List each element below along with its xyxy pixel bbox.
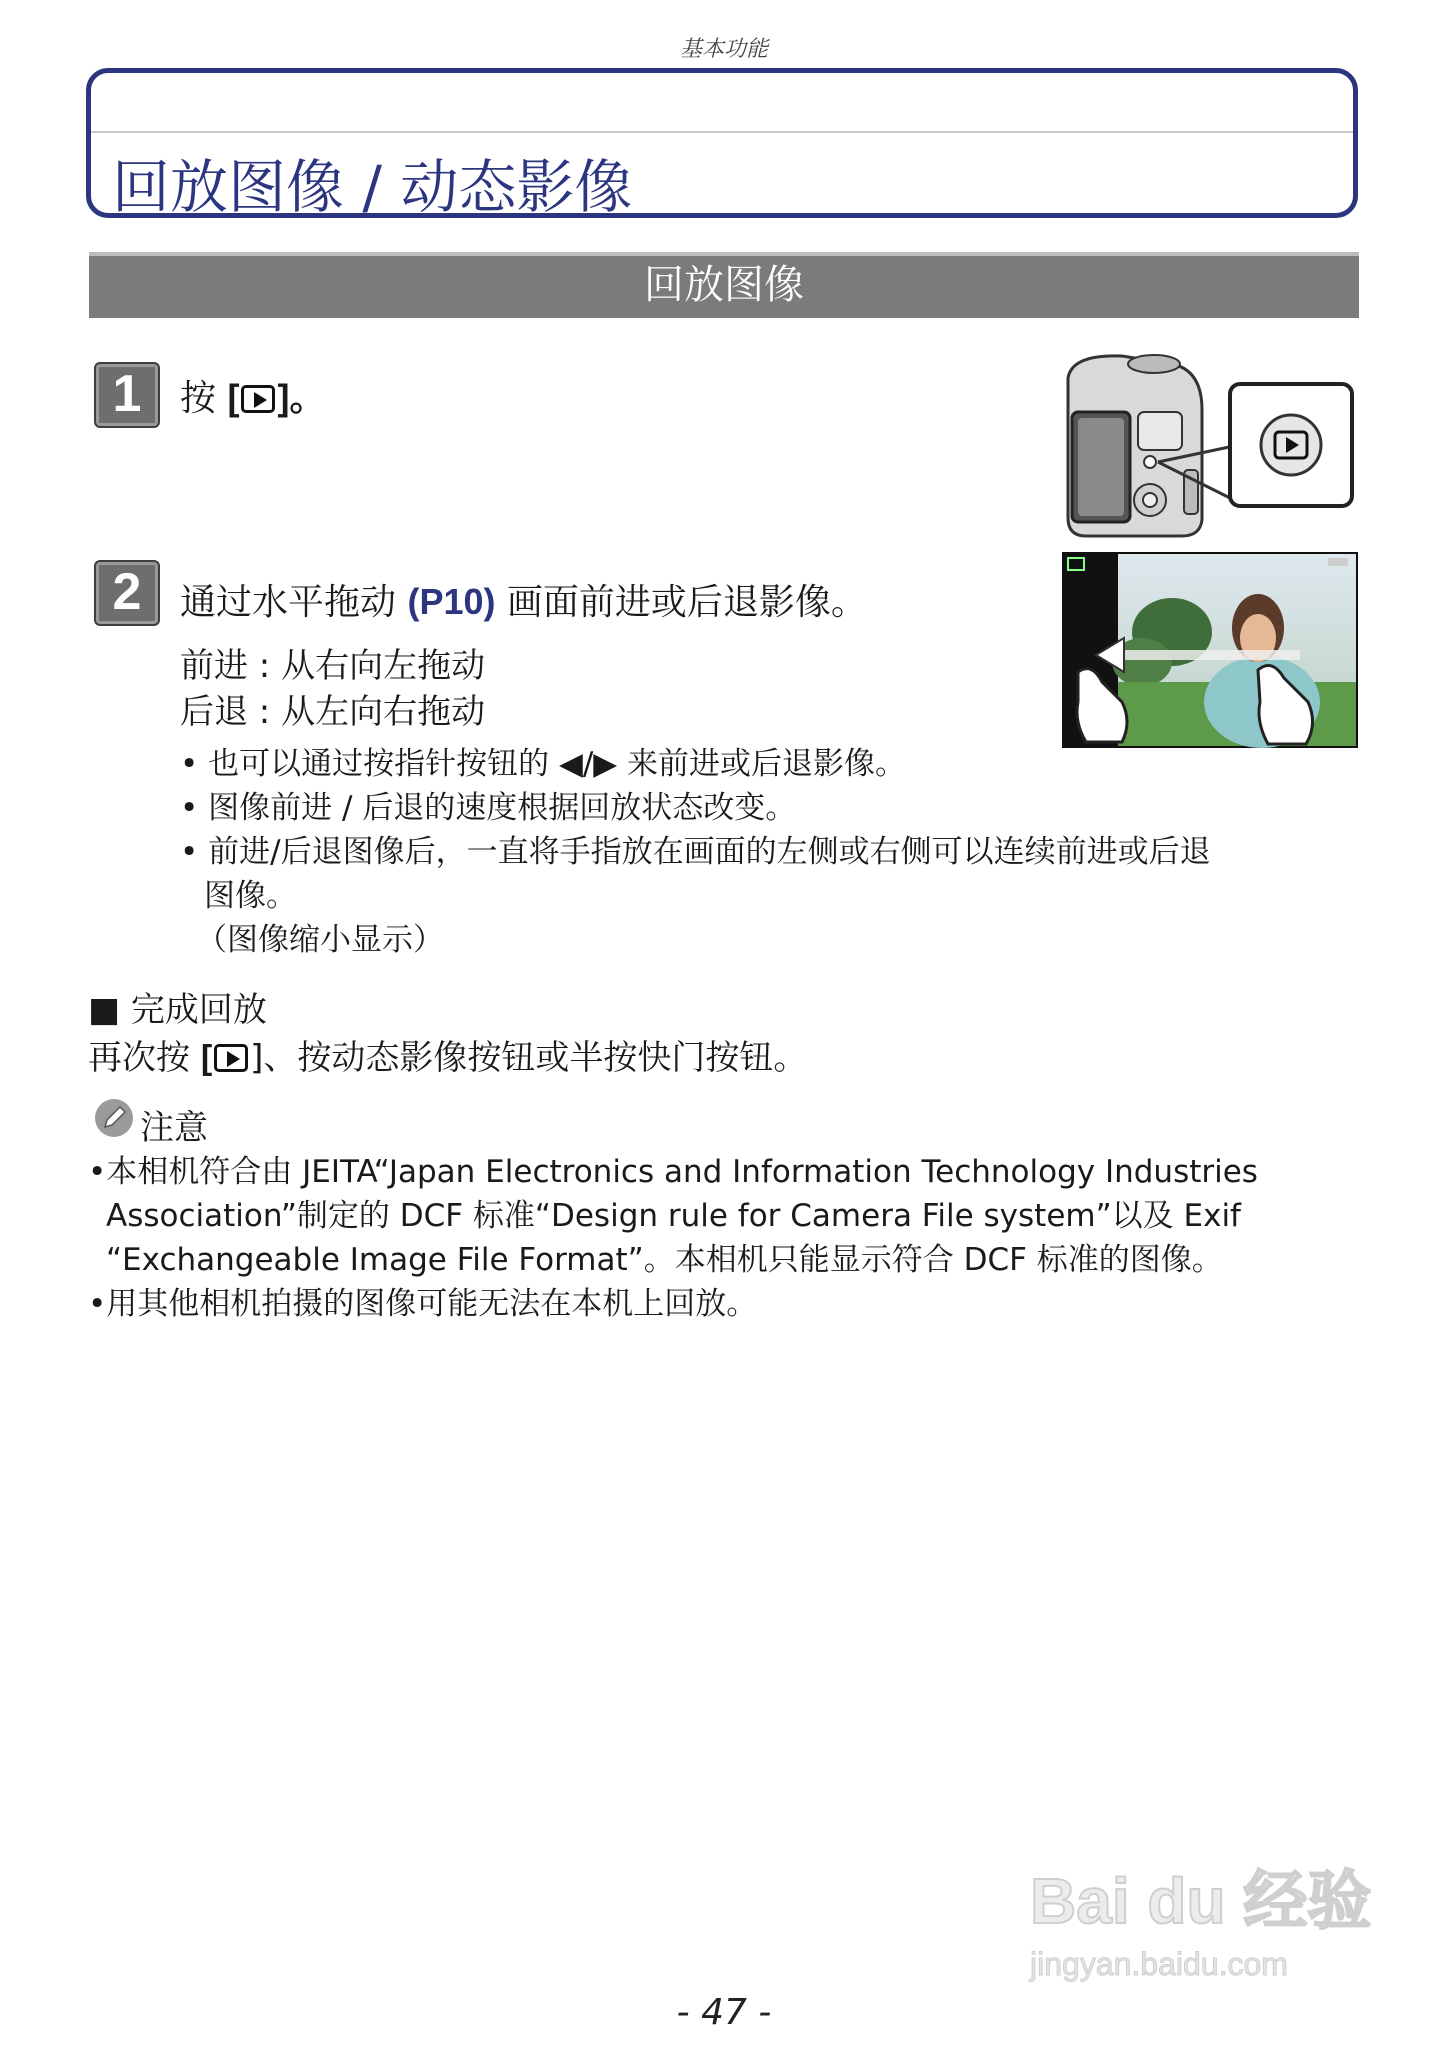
step-2-suffix: 画面前进或后退影像。 [495,582,867,623]
pencil-note-icon [94,1098,134,1138]
note-line: •本相机符合由 JEITA“Japan Electronics and Information Technology Industries [88,1154,1258,1190]
bullet-continuation: 图像。 [204,878,297,914]
camera-illustration [1062,350,1358,542]
page-title: 回放图像 / 动态影像 [112,153,633,221]
swipe-playback-illustration [1062,552,1358,748]
step-2-badge: 2 [94,560,160,626]
play-icon [214,1044,248,1072]
finish-prefix: 再次按 [88,1038,201,1078]
finish-suffix: ]、按动态影像按钮或半按快门按钮。 [250,1038,808,1078]
note-heading: 注意 [140,1108,208,1148]
title-divider [91,131,1353,133]
forward-instruction: 前进 : 从右向左拖动 [180,646,486,686]
backward-instruction: 后退 : 从左向右拖动 [180,692,486,732]
page-number: - 47 - [676,1992,772,2033]
section-bar: 回放图像 [89,252,1359,318]
step-1-prefix: 按 [180,378,228,419]
play-icon [241,385,275,413]
step-1-text [180,370,325,421]
page-reference-link[interactable]: (P10) [407,581,496,622]
step-1-bracket-open: [ [227,377,240,418]
baidu-watermark-url: jingyan.baidu.com [1030,1946,1288,1982]
finish-bracket-open: [ [200,1039,213,1077]
section-header: 基本功能 [679,37,768,62]
step-2-prefix: 通过水平拖动 [180,582,408,623]
note-line: •用其他相机拍摄的图像可能无法在本机上回放。 [88,1286,758,1322]
bullet-continuation: （图像缩小显示） [196,922,444,958]
step-1-badge: 1 [94,362,160,428]
bullet-item: • 也可以通过按指针按钮的 ◀/▶ 来前进或后退影像。 [180,746,906,782]
step-2-text [180,574,867,625]
finish-heading: ■ 完成回放 [88,990,267,1030]
baidu-watermark-logo: Bai du 经验 [1030,1865,1372,1937]
bullet-item: • 前进/后退图像后，一直将手指放在画面的左侧或右侧可以连续前进或后退 [180,834,1211,870]
finish-text [88,1030,807,1079]
note-line: “Exchangeable Image File Format”。本相机只能显示符合 DCF 标准的图像。 [106,1242,1223,1278]
note-line: Association”制定的 DCF 标准“Design rule for Camera File system”以及 Exif [106,1198,1241,1234]
step-1-bracket-close: ]。 [277,377,326,418]
bullet-item: • 图像前进 / 后退的速度根据回放状态改变。 [180,790,797,826]
